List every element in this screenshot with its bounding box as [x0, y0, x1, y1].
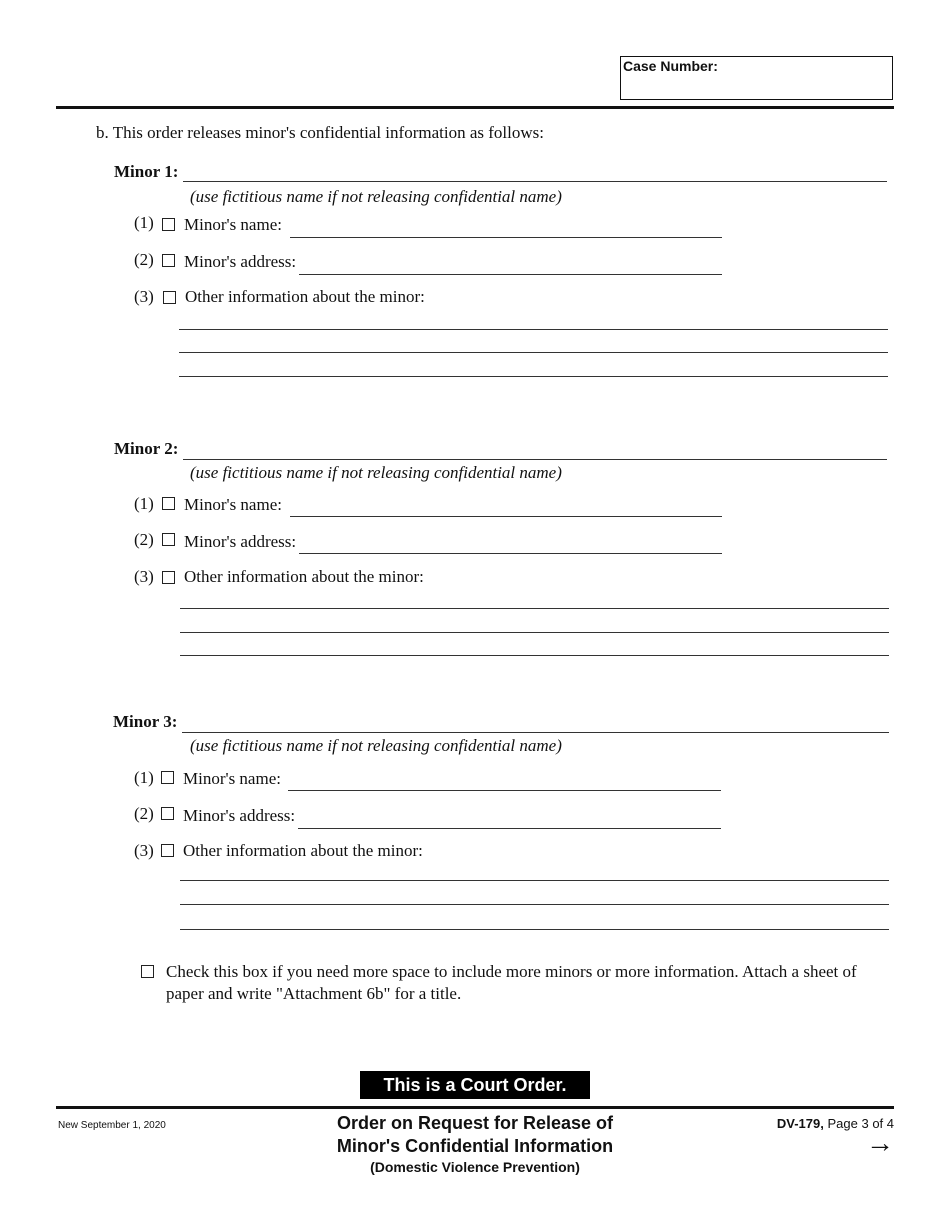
minor-1-other-checkbox[interactable] [163, 291, 176, 304]
minor-1-item-2-number: (2) [134, 250, 154, 269]
form-subtitle: (Domestic Violence Prevention) [370, 1159, 580, 1175]
minor-3-name-checkbox[interactable] [161, 771, 174, 784]
minor-2-name-field[interactable] [183, 459, 887, 460]
minor-3-label: Minor 3: [113, 712, 178, 731]
minor-2-name-input[interactable] [290, 516, 722, 517]
next-page-arrow-icon: → [866, 1127, 894, 1158]
court-order-banner: This is a Court Order. [360, 1071, 590, 1099]
minor-2-note: (use fictitious name if not releasing confidential name) [190, 463, 562, 482]
minor-2-label: Minor 2: [114, 439, 179, 458]
minor-3-item-3-label: Other information about the minor: [183, 841, 423, 860]
minor-1-other-line-1[interactable] [179, 329, 888, 330]
minor-3-other-line-1[interactable] [180, 880, 889, 881]
minor-2-name-checkbox[interactable] [162, 497, 175, 510]
minor-1-name-field[interactable] [183, 181, 887, 182]
minor-3-item-3-number: (3) [134, 841, 154, 860]
more-space-text-line-2: paper and write "Attachment 6b" for a title. [166, 984, 462, 1003]
more-space-checkbox[interactable] [141, 965, 154, 978]
minor-1-other-line-3[interactable] [179, 376, 888, 377]
minor-1-item-3-number: (3) [134, 287, 154, 306]
minor-3-note: (use fictitious name if not releasing confidential name) [190, 736, 562, 755]
form-title-line-1: Order on Request for Release of [336, 1113, 614, 1133]
minor-1-note: (use fictitious name if not releasing confidential name) [190, 187, 562, 206]
more-space-text-line-1: Check this box if you need more space to include more minors or more information. Attach a sheet of [166, 962, 857, 981]
minor-1-other-line-2[interactable] [179, 352, 888, 353]
minor-3-other-line-3[interactable] [180, 929, 889, 930]
case-number-label: Case Number: [623, 58, 718, 74]
form-title-line-2: Minor's Confidential Information [336, 1136, 614, 1156]
form-id: DV-179, [776, 1116, 824, 1131]
minor-1-item-1-label: Minor's name: [184, 215, 282, 234]
minor-3-item-2-label: Minor's address: [183, 806, 296, 825]
minor-3-address-input[interactable] [298, 828, 721, 829]
revision-date: New September 1, 2020 [58, 1120, 166, 1131]
minor-2-other-line-3[interactable] [180, 655, 889, 656]
minor-2-address-input[interactable] [299, 553, 722, 554]
minor-3-item-1-number: (1) [134, 768, 154, 787]
minor-2-other-checkbox[interactable] [162, 571, 175, 584]
minor-1-item-2-label: Minor's address: [184, 252, 297, 271]
minor-1-name-input[interactable] [290, 237, 722, 238]
minor-3-name-input[interactable] [288, 790, 721, 791]
page-number: Page 3 of 4 [827, 1116, 894, 1131]
minor-2-item-2-label: Minor's address: [184, 532, 297, 551]
minor-3-other-checkbox[interactable] [161, 844, 174, 857]
minor-2-item-3-label: Other information about the minor: [184, 567, 424, 586]
minor-3-item-1-label: Minor's name: [183, 769, 281, 788]
minor-2-address-checkbox[interactable] [162, 533, 175, 546]
header-rule [56, 106, 894, 109]
minor-3-address-checkbox[interactable] [161, 807, 174, 820]
minor-2-item-2-number: (2) [134, 530, 154, 549]
minor-1-item-1-number: (1) [134, 213, 154, 232]
section-b-intro: b. This order releases minor's confidential information as follows: [96, 123, 544, 142]
minor-2-item-3-number: (3) [134, 567, 154, 586]
minor-3-item-2-number: (2) [134, 804, 154, 823]
footer-rule [56, 1106, 894, 1109]
minor-1-item-3-label: Other information about the minor: [185, 287, 425, 306]
minor-1-name-checkbox[interactable] [162, 218, 175, 231]
minor-2-other-line-2[interactable] [180, 632, 889, 633]
minor-1-address-checkbox[interactable] [162, 254, 175, 267]
minor-1-address-input[interactable] [299, 274, 722, 275]
minor-1-label: Minor 1: [114, 162, 179, 181]
minor-2-item-1-number: (1) [134, 494, 154, 513]
minor-3-other-line-2[interactable] [180, 904, 889, 905]
minor-2-other-line-1[interactable] [180, 608, 889, 609]
minor-2-item-1-label: Minor's name: [184, 495, 282, 514]
minor-3-name-field[interactable] [182, 732, 889, 733]
case-number-box[interactable] [620, 56, 893, 100]
